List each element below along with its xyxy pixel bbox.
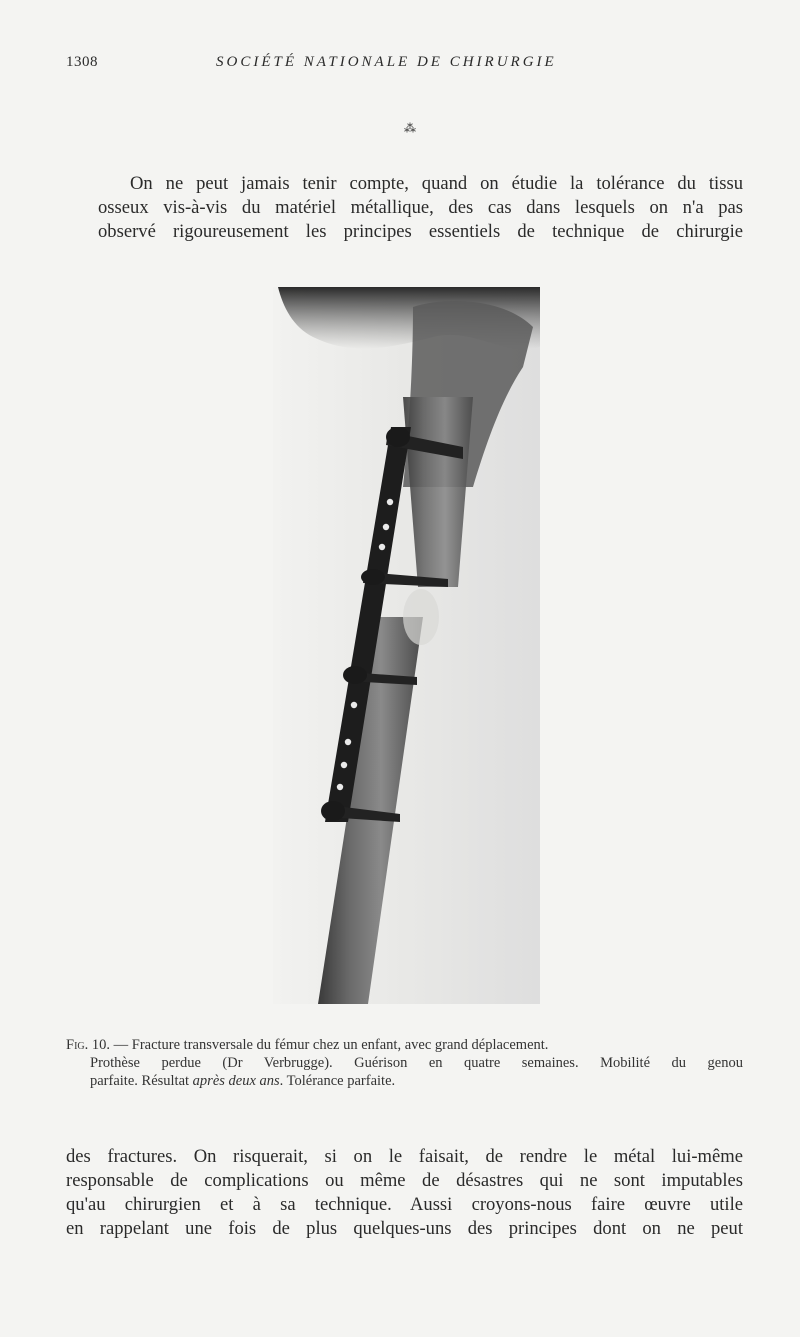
asterism-ornament: ⁂ — [404, 121, 416, 135]
page-header — [66, 54, 738, 74]
text-line: observé rigoureusement les principes essentiels de technique de chirurgie — [98, 221, 743, 242]
x-ray-figure — [273, 287, 540, 1004]
figure-label: Fig. 10. — [66, 1037, 110, 1053]
caption-line — [66, 1072, 743, 1090]
caption-italic: après deux ans — [192, 1073, 280, 1089]
paragraph-bottom — [66, 1145, 743, 1241]
text-line: qu'au chirurgien et à sa technique. Aussi croyons-nous faire œuvre utile — [66, 1194, 743, 1215]
page-number: 1308 — [66, 54, 98, 70]
figure-caption — [66, 1036, 743, 1090]
caption-text: — Fracture transversale du fémur chez un enfant, avec grand déplacement. — [113, 1037, 549, 1053]
x-ray-image — [273, 287, 540, 1004]
caption-line: Prothèse perdue (Dr Verbrugge). Guérison en quatre semaines. Mobilité du genou — [90, 1055, 743, 1071]
paragraph-top — [66, 172, 743, 244]
caption-text: . Tolérance parfaite. — [279, 1073, 396, 1089]
text-line: responsable de complications ou même de désastres qui ne sont imputables — [66, 1170, 743, 1191]
caption-text: parfaite. Résultat — [90, 1073, 193, 1089]
text-line: On ne peut jamais tenir compte, quand on étudie la tolérance du tissu — [130, 173, 743, 194]
text-line: en rappelant une fois de plus quelques-uns des principes dont on ne peut — [66, 1218, 743, 1239]
text-line: osseux vis-à-vis du matériel métallique, des cas dans lesquels on n'a pas — [98, 197, 743, 218]
caption-line — [66, 1036, 743, 1054]
text-line: des fractures. On risquerait, si on le faisait, de rendre le métal lui-même — [66, 1146, 743, 1167]
running-head: SOCIÉTÉ NATIONALE DE CHIRURGIE — [216, 54, 557, 70]
